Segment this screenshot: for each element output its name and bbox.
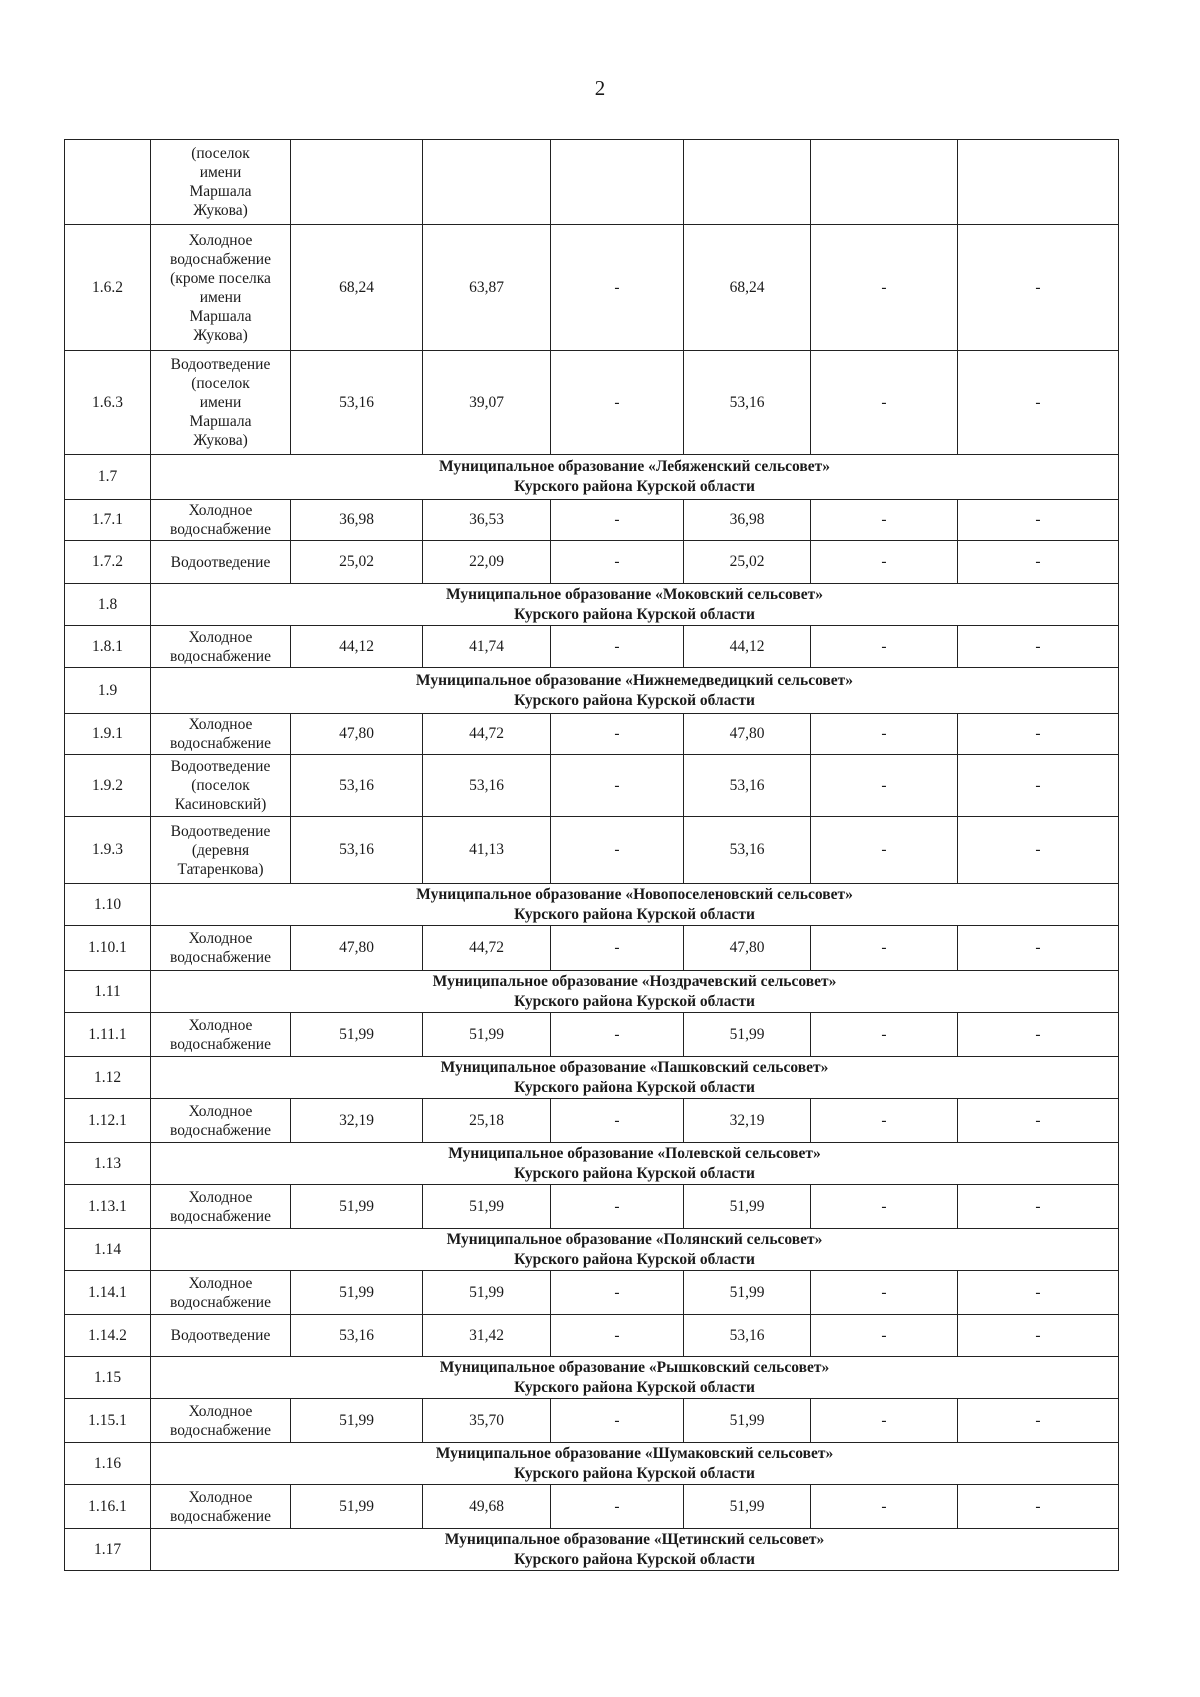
service-line: водоснабжение (170, 1035, 271, 1053)
value-cell-v6: - (958, 926, 1119, 971)
municipality-district: Курского района Курской области (514, 1378, 755, 1396)
value-cell-v6: - (958, 1485, 1119, 1529)
service-line: водоснабжение (170, 1207, 271, 1225)
service-line: (поселок (191, 375, 250, 392)
service-line: Водоотведение (170, 356, 271, 373)
service-cell (151, 1013, 291, 1057)
value-cell-v3: - (551, 1271, 684, 1315)
municipality-name: Муниципальное образование «Пашковский сельсовет» (440, 1058, 829, 1076)
value-cell-v2: 35,70 (423, 1399, 551, 1443)
service-line: Жукова) (193, 202, 248, 219)
value-cell-v6: - (958, 714, 1119, 755)
value-cell-v5: - (811, 1399, 958, 1443)
service-cell (151, 714, 291, 755)
service-line: имени (199, 288, 242, 306)
value-cell-v3: - (551, 1185, 684, 1229)
row-number-cell: 1.7.1 (65, 500, 151, 541)
value-cell-v5: - (811, 500, 958, 541)
municipality-row (65, 971, 1119, 1013)
value-cell-v4: 47,80 (684, 926, 811, 971)
row-number-cell: 1.15 (65, 1357, 151, 1399)
value-cell-v4: 51,99 (684, 1399, 811, 1443)
service-line: (поселок (191, 777, 250, 794)
row-number-cell: 1.9 (65, 668, 151, 714)
value-cell-v2: 44,72 (423, 714, 551, 755)
page-number: 2 (594, 76, 606, 100)
table-row (65, 755, 1119, 817)
row-number-cell: 1.10.1 (65, 926, 151, 971)
tariff-table-wrap (64, 139, 1118, 1571)
value-cell-v4: 51,99 (684, 1013, 811, 1057)
service-cell (151, 626, 291, 668)
service-line: Маршала (189, 183, 252, 200)
service-line: Холодное (188, 1274, 253, 1292)
service-cell (151, 351, 291, 455)
value-cell-v1: 44,12 (291, 626, 423, 668)
service-line: водоснабжение (170, 1507, 271, 1525)
table-row (65, 500, 1119, 541)
value-cell-v1: 51,99 (291, 1013, 423, 1057)
value-cell-v6: - (958, 1185, 1119, 1229)
table-row (65, 1099, 1119, 1143)
service-cell (151, 1185, 291, 1229)
value-cell-v2: 41,13 (423, 817, 551, 884)
municipality-title-cell (151, 584, 1119, 626)
value-cell-v6: - (958, 500, 1119, 541)
value-cell-v3: - (551, 541, 684, 584)
value-cell-v2: 22,09 (423, 541, 551, 584)
service-line: Холодное (188, 1488, 253, 1506)
municipality-title-cell (151, 1057, 1119, 1099)
value-cell-v1: 53,16 (291, 817, 423, 884)
value-cell-v6: - (958, 1099, 1119, 1143)
value-cell-v6: - (958, 1271, 1119, 1315)
table-row (65, 817, 1119, 884)
row-number-cell: 1.7 (65, 455, 151, 500)
value-cell-v3: - (551, 1485, 684, 1529)
value-cell-v3: - (551, 1099, 684, 1143)
row-number-cell: 1.14.1 (65, 1271, 151, 1315)
value-cell-v4: 47,80 (684, 714, 811, 755)
value-cell-v4: 53,16 (684, 817, 811, 884)
value-cell-v2: 51,99 (423, 1013, 551, 1057)
value-cell-v6 (958, 140, 1119, 225)
table-row (65, 1185, 1119, 1229)
service-line: водоснабжение (170, 1121, 271, 1139)
municipality-row (65, 668, 1119, 714)
municipality-district: Курского района Курской области (514, 1250, 755, 1268)
value-cell-v5: - (811, 714, 958, 755)
table-row (65, 926, 1119, 971)
value-cell-v4: 68,24 (684, 225, 811, 351)
service-line: Холодное (188, 1016, 253, 1034)
municipality-title-cell (151, 971, 1119, 1013)
service-cell (151, 1485, 291, 1529)
service-line: Водоотведение (170, 553, 271, 571)
row-number-cell: 1.15.1 (65, 1399, 151, 1443)
municipality-name: Муниципальное образование «Щетинский сельсовет» (444, 1530, 825, 1548)
municipality-name: Муниципальное образование «Моковский сельсовет» (446, 585, 823, 603)
row-number-cell: 1.11.1 (65, 1013, 151, 1057)
row-number-cell: 1.8.1 (65, 626, 151, 668)
service-line: Жукова) (193, 326, 248, 344)
municipality-district: Курского района Курской области (514, 905, 755, 923)
service-line: Водоотведение (170, 1327, 271, 1344)
value-cell-v6: - (958, 817, 1119, 884)
value-cell-v3 (551, 140, 684, 225)
value-cell-v2: 44,72 (423, 926, 551, 971)
value-cell-v4: 51,99 (684, 1185, 811, 1229)
municipality-row (65, 1357, 1119, 1399)
value-cell-v2: 41,74 (423, 626, 551, 668)
row-number-cell: 1.12 (65, 1057, 151, 1099)
service-line: Холодное (188, 716, 253, 733)
service-line: водоснабжение (170, 521, 271, 538)
table-row (65, 1013, 1119, 1057)
municipality-title-cell (151, 884, 1119, 926)
value-cell-v1: 36,98 (291, 500, 423, 541)
table-row (65, 1271, 1119, 1315)
service-cell (151, 755, 291, 817)
value-cell-v2: 31,42 (423, 1315, 551, 1357)
municipality-name: Муниципальное образование «Лебяженский сельсовет» (438, 458, 831, 475)
municipality-title-cell (151, 1143, 1119, 1185)
value-cell-v1: 51,99 (291, 1399, 423, 1443)
service-line: Холодное (188, 1102, 253, 1120)
value-cell-v4: 32,19 (684, 1099, 811, 1143)
service-line: Жукова) (193, 432, 248, 449)
service-line: Холодное (188, 231, 253, 249)
value-cell-v1 (291, 140, 423, 225)
row-number-cell: 1.10 (65, 884, 151, 926)
value-cell-v6: - (958, 541, 1119, 584)
service-line: (деревня (191, 841, 250, 859)
value-cell-v5: - (811, 626, 958, 668)
service-line: Холодное (188, 930, 253, 947)
value-cell-v1: 53,16 (291, 1315, 423, 1357)
value-cell-v5: - (811, 1185, 958, 1229)
value-cell-v3: - (551, 225, 684, 351)
table-row (65, 1315, 1119, 1357)
municipality-name: Муниципальное образование «Новопоселеновский сельсовет» (416, 885, 853, 903)
row-number-cell: 1.9.1 (65, 714, 151, 755)
service-cell (151, 500, 291, 541)
value-cell-v5: - (811, 1485, 958, 1529)
table-row (65, 626, 1119, 668)
service-line: водоснабжение (170, 1293, 271, 1311)
row-number-cell: 1.13 (65, 1143, 151, 1185)
value-cell-v5: - (811, 755, 958, 817)
value-cell-v2: 63,87 (423, 225, 551, 351)
municipality-title-cell (151, 1443, 1119, 1485)
municipality-row (65, 1443, 1119, 1485)
municipality-row (65, 884, 1119, 926)
service-line: Холодное (188, 1402, 253, 1420)
value-cell-v3: - (551, 817, 684, 884)
service-line: Холодное (188, 628, 253, 646)
value-cell-v1: 53,16 (291, 351, 423, 455)
municipality-row (65, 1229, 1119, 1271)
value-cell-v6: - (958, 755, 1119, 817)
value-cell-v4: 53,16 (684, 1315, 811, 1357)
value-cell-v2: 51,99 (423, 1271, 551, 1315)
value-cell-v3: - (551, 351, 684, 455)
service-line: имени (199, 394, 242, 411)
service-line: имени (199, 164, 242, 181)
service-cell (151, 817, 291, 884)
service-line: Холодное (188, 502, 253, 519)
value-cell-v4: 51,99 (684, 1271, 811, 1315)
municipality-district: Курского района Курской области (514, 1464, 755, 1482)
service-line: Татаренкова) (177, 860, 264, 878)
municipality-name: Муниципальное образование «Полянский сельсовет» (446, 1230, 823, 1248)
service-line: водоснабжение (170, 647, 271, 665)
value-cell-v4: 53,16 (684, 351, 811, 455)
value-cell-v2: 39,07 (423, 351, 551, 455)
value-cell-v2: 36,53 (423, 500, 551, 541)
table-row (65, 714, 1119, 755)
service-line: Маршала (189, 307, 252, 325)
value-cell-v1: 51,99 (291, 1271, 423, 1315)
row-number-cell (65, 140, 151, 225)
row-number-cell: 1.16.1 (65, 1485, 151, 1529)
value-cell-v5: - (811, 541, 958, 584)
value-cell-v5: - (811, 817, 958, 884)
row-number-cell: 1.12.1 (65, 1099, 151, 1143)
row-number-cell: 1.14 (65, 1229, 151, 1271)
service-line: водоснабжение (170, 735, 271, 752)
service-line: (кроме поселка (170, 269, 271, 287)
service-line: водоснабжение (170, 1421, 271, 1439)
tariff-table-body (65, 140, 1119, 1571)
value-cell-v4: 25,02 (684, 541, 811, 584)
service-line: Касиновский) (174, 796, 267, 813)
row-number-cell: 1.11 (65, 971, 151, 1013)
value-cell-v1: 32,19 (291, 1099, 423, 1143)
value-cell-v5: - (811, 1271, 958, 1315)
value-cell-v2: 51,99 (423, 1185, 551, 1229)
value-cell-v6: - (958, 1315, 1119, 1357)
service-line: (поселок (191, 145, 250, 162)
value-cell-v4: 36,98 (684, 500, 811, 541)
value-cell-v4: 44,12 (684, 626, 811, 668)
service-line: Маршала (189, 413, 252, 430)
service-cell (151, 541, 291, 584)
municipality-name: Муниципальное образование «Ноздрачевский сельсовет» (432, 972, 837, 990)
value-cell-v3: - (551, 626, 684, 668)
municipality-title-cell (151, 668, 1119, 714)
value-cell-v6: - (958, 626, 1119, 668)
value-cell-v1: 47,80 (291, 926, 423, 971)
value-cell-v3: - (551, 500, 684, 541)
row-number-cell: 1.14.2 (65, 1315, 151, 1357)
row-number-cell: 1.9.2 (65, 755, 151, 817)
row-number-cell: 1.7.2 (65, 541, 151, 584)
table-row (65, 1399, 1119, 1443)
row-number-cell: 1.8 (65, 584, 151, 626)
value-cell-v3: - (551, 1013, 684, 1057)
value-cell-v5: - (811, 1013, 958, 1057)
value-cell-v3: - (551, 755, 684, 817)
value-cell-v5: - (811, 351, 958, 455)
service-cell (151, 140, 291, 225)
row-number-cell: 1.6.2 (65, 225, 151, 351)
municipality-name: Муниципальное образование «Нижнемедведицкий сельсовет» (415, 671, 854, 689)
municipality-title-cell (151, 1229, 1119, 1271)
value-cell-v2: 49,68 (423, 1485, 551, 1529)
municipality-row (65, 1143, 1119, 1185)
municipality-title-cell (151, 455, 1119, 500)
value-cell-v4 (684, 140, 811, 225)
value-cell-v4: 53,16 (684, 755, 811, 817)
municipality-district: Курского района Курской области (514, 1164, 755, 1182)
service-line: водоснабжение (170, 250, 271, 268)
row-number-cell: 1.16 (65, 1443, 151, 1485)
value-cell-v1: 25,02 (291, 541, 423, 584)
municipality-name: Муниципальное образование «Шумаковский сельсовет» (435, 1444, 834, 1462)
value-cell-v5: - (811, 1315, 958, 1357)
municipality-row (65, 584, 1119, 626)
municipality-district: Курского района Курской области (514, 605, 755, 623)
table-row (65, 140, 1119, 225)
municipality-row (65, 1057, 1119, 1099)
service-cell (151, 1315, 291, 1357)
value-cell-v5 (811, 140, 958, 225)
service-line: водоснабжение (170, 949, 271, 966)
value-cell-v6: - (958, 225, 1119, 351)
value-cell-v6: - (958, 1399, 1119, 1443)
value-cell-v2: 53,16 (423, 755, 551, 817)
value-cell-v5: - (811, 926, 958, 971)
table-row (65, 351, 1119, 455)
value-cell-v3: - (551, 714, 684, 755)
value-cell-v2: 25,18 (423, 1099, 551, 1143)
municipality-title-cell (151, 1357, 1119, 1399)
tariff-table (64, 139, 1119, 1571)
service-cell (151, 1099, 291, 1143)
value-cell-v6: - (958, 351, 1119, 455)
service-cell (151, 1399, 291, 1443)
table-row (65, 225, 1119, 351)
service-cell (151, 926, 291, 971)
row-number-cell: 1.13.1 (65, 1185, 151, 1229)
table-row (65, 541, 1119, 584)
municipality-row (65, 455, 1119, 500)
value-cell-v3: - (551, 1399, 684, 1443)
row-number-cell: 1.9.3 (65, 817, 151, 884)
table-row (65, 1485, 1119, 1529)
value-cell-v3: - (551, 1315, 684, 1357)
value-cell-v2 (423, 140, 551, 225)
row-number-cell: 1.6.3 (65, 351, 151, 455)
service-cell (151, 1271, 291, 1315)
municipality-district: Курского района Курской области (514, 478, 755, 495)
value-cell-v1: 51,99 (291, 1185, 423, 1229)
municipality-district: Курского района Курской области (514, 691, 755, 709)
municipality-district: Курского района Курской области (514, 1550, 755, 1568)
row-number-cell: 1.17 (65, 1529, 151, 1571)
municipality-row (65, 1529, 1119, 1571)
municipality-name: Муниципальное образование «Полевской сельсовет» (448, 1144, 821, 1162)
value-cell-v1: 51,99 (291, 1485, 423, 1529)
value-cell-v1: 68,24 (291, 225, 423, 351)
municipality-name: Муниципальное образование «Рышковский сельсовет» (439, 1358, 830, 1376)
value-cell-v5: - (811, 225, 958, 351)
value-cell-v1: 47,80 (291, 714, 423, 755)
value-cell-v4: 51,99 (684, 1485, 811, 1529)
service-line: Холодное (188, 1188, 253, 1206)
value-cell-v6: - (958, 1013, 1119, 1057)
municipality-district: Курского района Курской области (514, 1078, 755, 1096)
municipality-title-cell (151, 1529, 1119, 1571)
value-cell-v5: - (811, 1099, 958, 1143)
value-cell-v1: 53,16 (291, 755, 423, 817)
value-cell-v3: - (551, 926, 684, 971)
municipality-district: Курского района Курской области (514, 992, 755, 1010)
service-line: Водоотведение (170, 822, 271, 840)
service-cell (151, 225, 291, 351)
service-line: Водоотведение (170, 758, 271, 775)
